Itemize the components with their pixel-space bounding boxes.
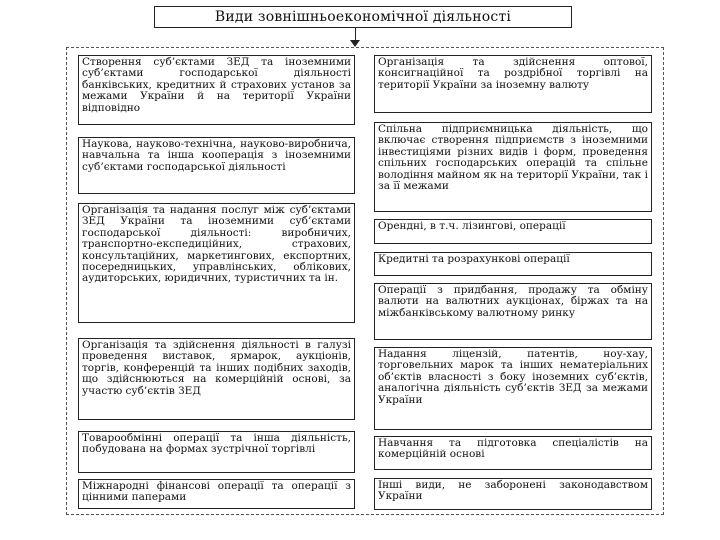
arrow-down-icon — [350, 40, 360, 47]
box-left-6-text: Міжнародні фінансові операції та операції з цінними паперами — [82, 480, 351, 504]
box-right-7 — [374, 436, 652, 470]
box-left-4-text: Організація та здійснення діяльності в галузі проведення виставок, ярмарок, аукціонів, торгів, конференцій та інших подібних заходів, що здійснюються на комерційній основі, за участю суб’єктів ЗЕД — [82, 339, 351, 397]
box-right-8 — [374, 478, 652, 510]
box-right-6-text: Надання ліцензій, патентів, ноу-хау, торговельних марок та інших нематеріальних об’єктів власності з боку іноземних суб’єктів, аналогічна діяльність суб’єктів ЗЕД за межами України — [378, 348, 648, 406]
box-left-3-text: Організація та надання послуг між суб’єктами ЗЕД України та іноземними суб’єктами господарської діяльності: виробничих, транспортно-експедиційних, страхових, консультаційних, маркетингових, експортних, посередницьких, управлінських, облікових, аудиторських, юридичних, туристичних та ін. — [82, 204, 351, 285]
box-right-1-text: Організація та здійснення оптової, консигнаційної та роздрібної торгівлі на території України за іноземну валюту — [378, 56, 648, 91]
box-left-2-text: Наукова, науково-технічна, науково-виробнича, навчальна та інша кооперація з іноземними суб’єктами господарської діяльності — [82, 138, 351, 173]
box-right-6 — [374, 347, 652, 430]
box-left-5 — [78, 431, 355, 473]
box-right-3-text: Орендні, в т.ч. лізингові, операції — [378, 220, 566, 232]
box-left-6 — [78, 479, 355, 509]
box-right-8-text: Інші види, не заборонені законодавством України — [378, 479, 648, 503]
box-right-7-text: Навчання та підготовка спеціалістів на комерційній основі — [378, 437, 648, 461]
box-right-2-text: Спільна підприємницька діяльність, що включає створення підприємств з іноземними інвестиціями різних видів і форм, проведення спільних господарських операцій та спільне володіння майном як на території України, так і за її межами — [378, 123, 648, 193]
box-left-3 — [78, 203, 355, 323]
diagram-title-text: Види зовнішньоекономічної діяльності — [214, 9, 512, 25]
box-left-1 — [78, 55, 355, 125]
box-left-4 — [78, 338, 355, 420]
box-right-5-text: Операції з придбання, продажу та обміну валюти на валютних аукціонах, біржах та на міжбанківському валютному ринку — [378, 284, 648, 319]
box-right-3 — [374, 219, 652, 244]
box-right-4 — [374, 252, 652, 276]
box-right-1 — [374, 55, 652, 113]
box-right-5 — [374, 283, 652, 340]
box-right-4-text: Кредитні та розрахункові операції — [378, 253, 570, 265]
diagram-title — [154, 6, 572, 28]
box-left-2 — [78, 137, 355, 194]
box-left-5-text: Товарообмінні операції та інша діяльність, побудована на формах зустрічної торгівлі — [82, 432, 351, 456]
box-left-1-text: Створення суб’єктами ЗЕД та іноземними суб’єктами господарської діяльності банківських, кредитних й страхових установ за межами України й на території України відповідно — [82, 56, 351, 114]
box-right-2 — [374, 122, 652, 212]
